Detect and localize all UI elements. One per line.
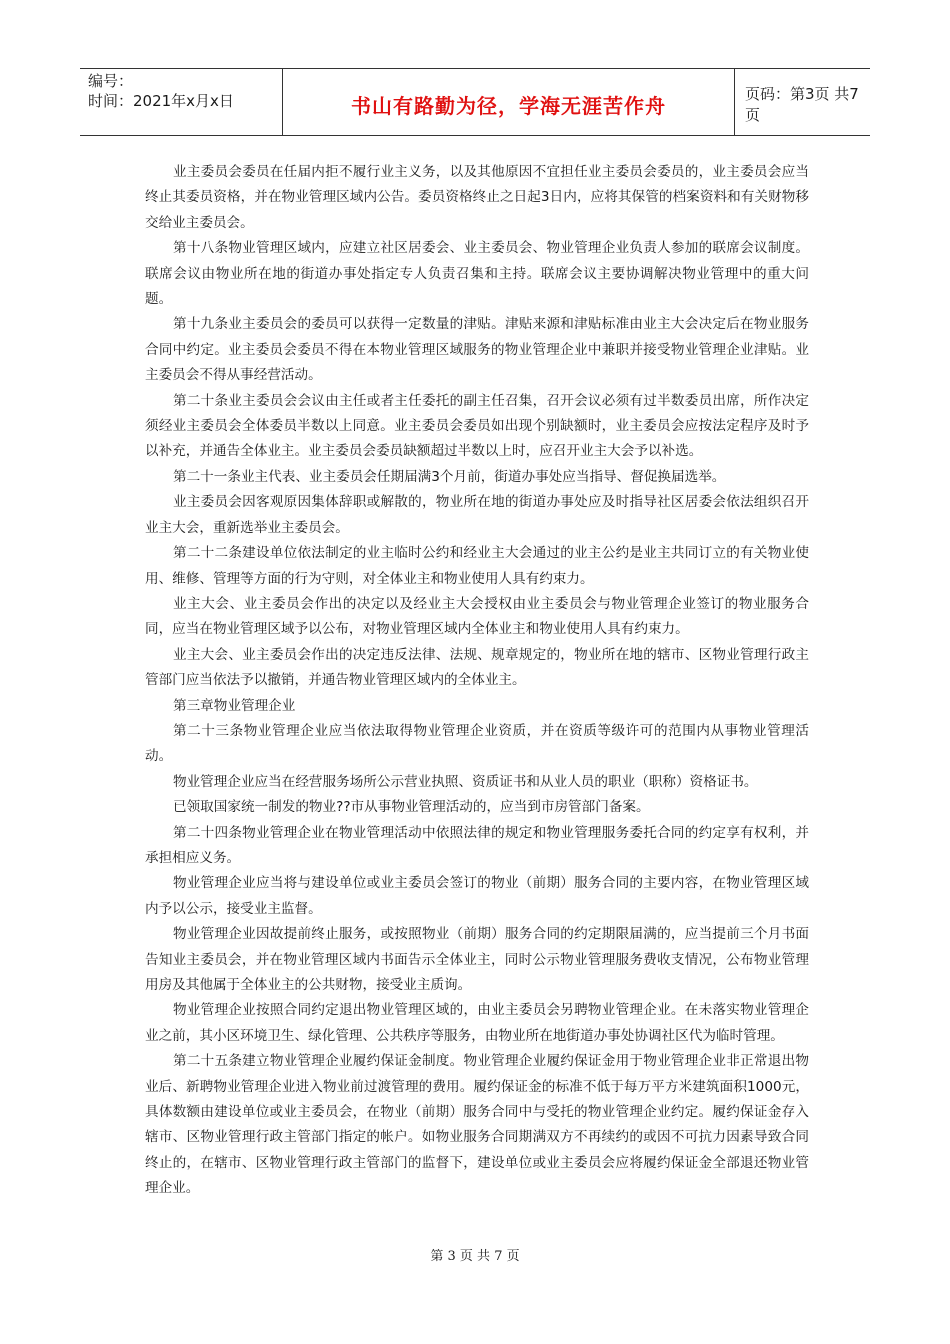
- paragraph: 物业管理企业按照合同约定退出物业管理区域的，由业主委员会另聘物业管理企业。在未落实物业管理企业之前，其小区环境卫生、绿化管理、公共秩序等服务，由物业所在地街道办事处协调社区代为临时管理。: [145, 1002, 809, 1044]
- header-page-label: 页码：第3页 共7页: [745, 85, 859, 124]
- paragraph: 第十九条业主委员会的委员可以获得一定数量的津贴。津贴来源和津贴标准由业主大会决定后在物业服务合同中约定。业主委员会委员不得在本物业管理区域服务的物业管理企业中兼职并接受物业管理企业津贴。业主委员会不得从事经营活动。: [145, 316, 809, 384]
- header-meta: [80, 69, 283, 135]
- header-motto: 书山有路勤为径，学海无涯苦作舟: [283, 69, 735, 135]
- paragraph: 业主委员会因客观原因集体辞职或解散的，物业所在地的街道办事处应及时指导社区居委会依法组织召开业主大会，重新选举业主委员会。: [145, 494, 809, 536]
- paragraph: 物业管理企业应当在经营服务场所公示营业执照、资质证书和从业人员的职业（职称）资格证书。: [173, 773, 758, 790]
- paragraph: 业主大会、业主委员会作出的决定以及经业主大会授权由业主委员会与物业管理企业签订的物业服务合同，应当在物业管理区域予以公布，对物业管理区域内全体业主和物业使用人具有约束力。: [145, 595, 809, 638]
- paragraph: 已领取国家统一制发的物业??市从事物业管理活动的，应当到市房管部门备案。: [173, 799, 650, 816]
- page-footer: 第 3 页 共 7 页: [430, 1249, 520, 1264]
- paragraph: 第二十五条建立物业管理企业履约保证金制度。物业管理企业履约保证金用于物业管理企业非正常退出物业后、新聘物业管理企业进入物业前过渡管理的费用。履约保证金的标准不低于每万平方米建筑面积1000元，具体数额由建设单位或业主委员会，在物业（前期）服务合同中与受托的物业管理企业约定。履约保证金存入辖市、区物业管理行政主管部门指定的帐户。如物业服务合同期满双方不再续约的或因不可抗力因素导致合同终止的，在辖市、区物业管理行政主管部门的监督下，建设单位或业主委员会应将履约保证金全部退还物业管理企业。: [145, 1053, 809, 1197]
- paragraph: 第二十一条业主代表、业主委员会任期届满3个月前，街道办事处应当指导、督促换届选举。: [173, 468, 726, 485]
- paragraph: 第二十三条物业管理企业应当依法取得物业管理企业资质，并在资质等级许可的范围内从事物业管理活动。: [145, 722, 809, 765]
- paragraph: 第二十四条物业管理企业在物业管理活动中依照法律的规定和物业管理服务委托合同的约定享有权利，并承担相应义务。: [145, 824, 809, 866]
- paragraph: 业主大会、业主委员会作出的决定违反法律、法规、规章规定的，物业所在地的辖市、区物业管理行政主管部门应当依法予以撤销，并通告物业管理区域内的全体业主。: [145, 646, 809, 689]
- paragraph: 业主委员会委员在任届内拒不履行业主义务，以及其他原因不宜担任业主委员会委员的，业主委员会应当终止其委员资格，并在物业管理区域内公告。委员资格终止之日起3日内，应将其保管的档案资料和有关财物移交给业主委员会。: [145, 164, 809, 231]
- chapter-heading: 第三章物业管理企业: [173, 697, 296, 714]
- paragraph: 第二十二条建设单位依法制定的业主临时公约和经业主大会通过的业主公约是业主共同订立的有关物业使用、维修、管理等方面的行为守则，对全体业主和物业使用人具有约束力。: [145, 545, 809, 587]
- paragraph: 第十八条物业管理区域内，应建立社区居委会、业主委员会、物业管理企业负责人参加的联席会议制度。联席会议由物业所在地的街道办事处指定专人负责召集和主持。联席会议主要协调解决物业管理中的重大问题。: [145, 240, 809, 308]
- document-date-label: 时间：2021年x月x日: [88, 92, 234, 110]
- paragraph: 物业管理企业应当将与建设单位或业主委员会签订的物业（前期）服务合同的主要内容，在物业管理区域内予以公示，接受业主监督。: [145, 875, 809, 917]
- page-header: [80, 68, 870, 136]
- paragraph: 物业管理企业因故提前终止服务，或按照物业（前期）服务合同的约定期限届满的，应当提前三个月书面告知业主委员会，并在物业管理区域内书面告示全体业主，同时公示物业管理服务费收支情况，公布物业管理用房及其他属于全体业主的公共财物，接受业主质询。: [145, 926, 809, 993]
- document-body: [145, 160, 809, 1202]
- paragraph: 第二十条业主委员会会议由主任或者主任委托的副主任召集，召开会议必须有过半数委员出席，所作决定须经业主委员会全体委员半数以上同意。业主委员会委员如出现个别缺额时，业主委员会应按法定程序及时予以补充，并通告全体业主。业主委员会委员缺额超过半数以上时，应召开业主大会予以补选。: [145, 392, 809, 460]
- document-number-label: 编号：: [88, 72, 134, 90]
